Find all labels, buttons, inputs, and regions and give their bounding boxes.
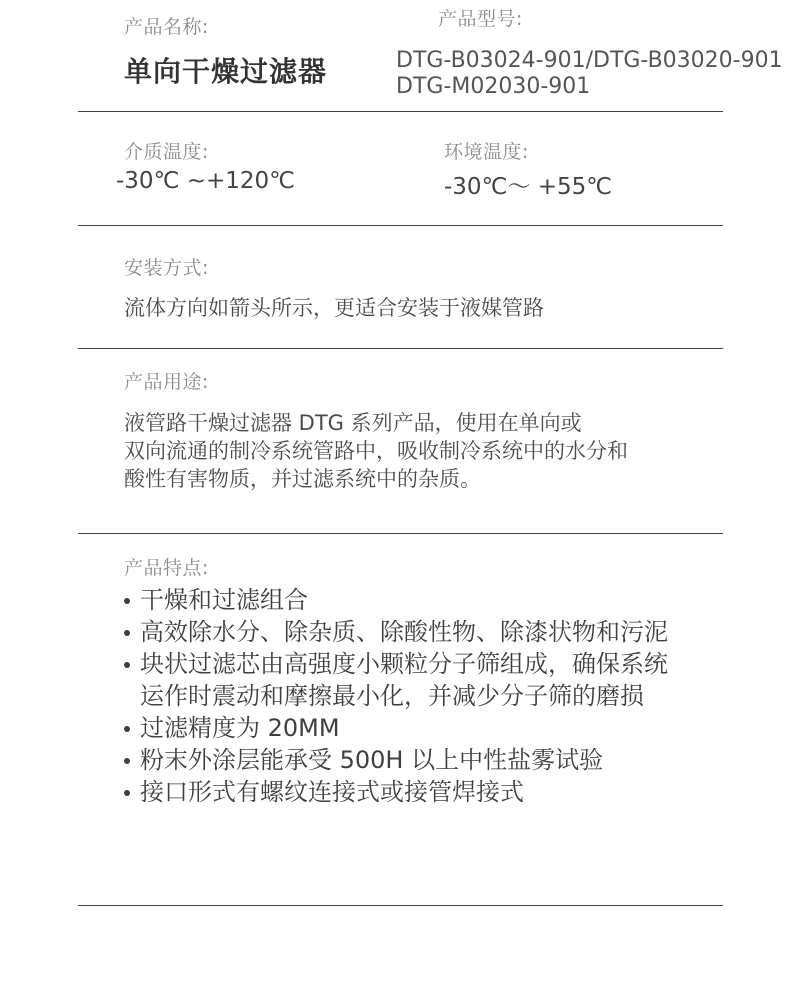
ambient-temp-value: -30℃～ +55℃ bbox=[444, 174, 613, 200]
feature-text: 粉末外涂层能承受 500H 以上中性盐雾试验 bbox=[140, 746, 604, 774]
product-model-line-2: DTG-M02030-901 bbox=[396, 74, 591, 99]
feature-item bbox=[124, 712, 668, 744]
feature-text: 高效除水分、除杂质、除酸性物、除漆状物和污泥 bbox=[140, 618, 668, 646]
divider-2 bbox=[78, 225, 723, 226]
medium-temp-label: 介质温度: bbox=[124, 141, 209, 163]
feature-text: 块状过滤芯由高强度小颗粒分子筛组成，确保系统 运作时震动和摩擦最小化，并减少分子筛的磨损 bbox=[140, 650, 668, 710]
bullet-icon bbox=[124, 726, 130, 732]
feature-item bbox=[124, 648, 668, 712]
bullet-icon bbox=[124, 598, 130, 604]
feature-item bbox=[124, 776, 668, 808]
bullet-icon bbox=[124, 662, 130, 668]
feature-text: 接口形式有螺纹连接式或接管焊接式 bbox=[140, 778, 524, 806]
feature-text: 干燥和过滤组合 bbox=[140, 586, 308, 614]
ambient-temp-label: 环境温度: bbox=[444, 141, 529, 163]
medium-temp-value: -30℃ ~+120℃ bbox=[116, 168, 295, 194]
product-name: 单向干燥过滤器 bbox=[124, 55, 328, 88]
features-label: 产品特点: bbox=[124, 557, 209, 579]
bullet-icon bbox=[124, 790, 130, 796]
divider-1 bbox=[78, 111, 723, 112]
install-label: 安装方式: bbox=[124, 257, 209, 279]
usage-line-1: 液管路干燥过滤器 DTG 系列产品，使用在单向或 bbox=[124, 411, 582, 435]
product-model-line-1: DTG-B03024-901/DTG-B03020-901 bbox=[396, 48, 783, 73]
product-name-label: 产品名称: bbox=[124, 16, 209, 38]
divider-3 bbox=[78, 348, 723, 349]
feature-item bbox=[124, 584, 668, 616]
feature-item bbox=[124, 744, 668, 776]
divider-4 bbox=[78, 533, 723, 534]
usage-label: 产品用途: bbox=[124, 371, 209, 393]
bullet-icon bbox=[124, 758, 130, 764]
divider-5 bbox=[78, 905, 723, 906]
feature-text: 过滤精度为 20MM bbox=[140, 714, 340, 742]
usage-line-3: 酸性有害物质，并过滤系统中的杂质。 bbox=[124, 467, 481, 491]
features-list bbox=[124, 584, 668, 808]
bullet-icon bbox=[124, 630, 130, 636]
feature-item bbox=[124, 616, 668, 648]
product-model-label: 产品型号: bbox=[438, 8, 523, 30]
usage-line-2: 双向流通的制冷系统管路中，吸收制冷系统中的水分和 bbox=[124, 439, 628, 463]
install-text: 流体方向如箭头所示，更适合安装于液媒管路 bbox=[124, 296, 544, 320]
